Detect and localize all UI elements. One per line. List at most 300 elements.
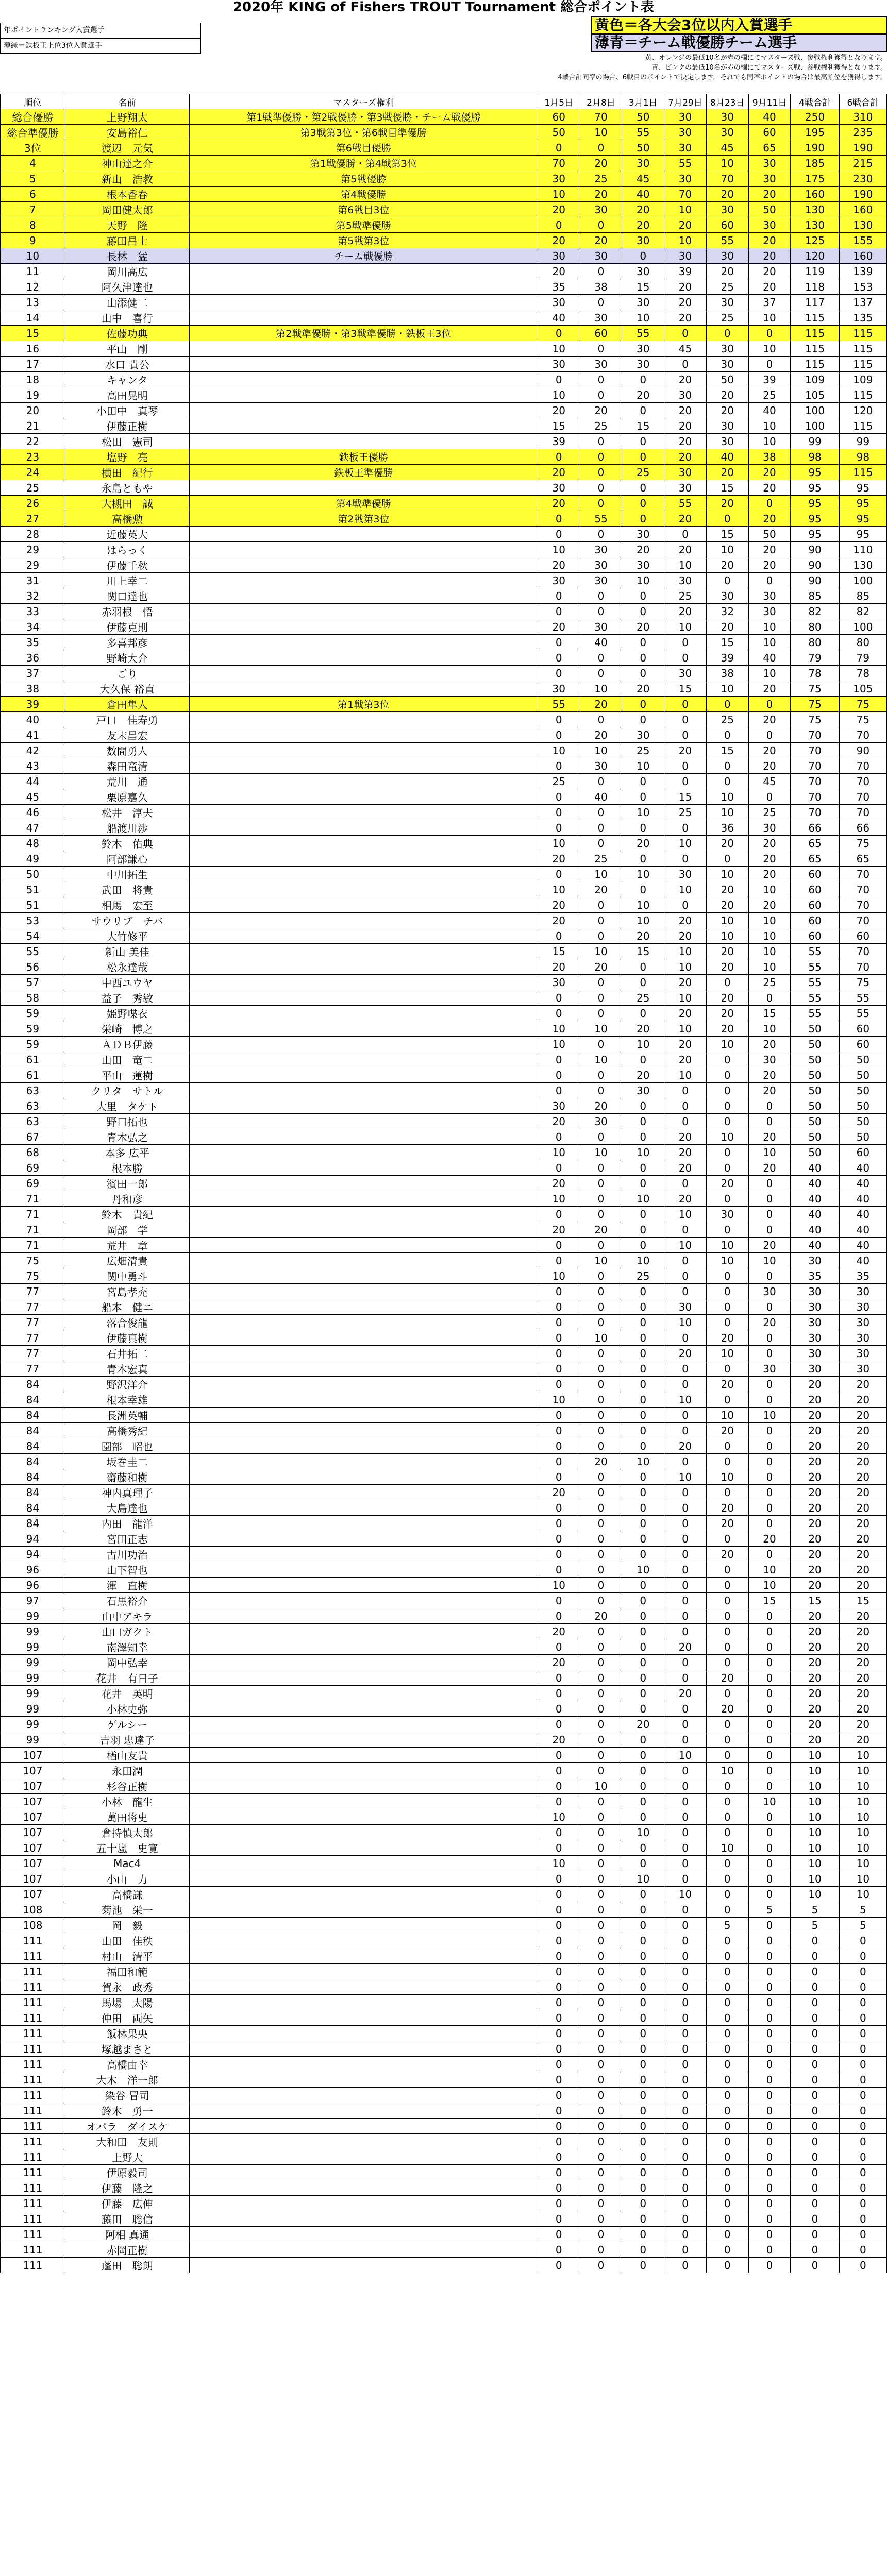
round-1-cell: 0: [538, 1067, 580, 1083]
remark-cell: [189, 650, 538, 666]
round-4-cell: 0: [664, 357, 707, 372]
round-2-cell: 0: [580, 1299, 622, 1315]
total-4-cell: 95: [791, 465, 839, 480]
round-6-cell: 0: [748, 1176, 791, 1191]
round-1-cell: 0: [538, 1995, 580, 2010]
name-cell: 赤岡正樹: [65, 2242, 189, 2258]
round-1-cell: 30: [538, 1098, 580, 1114]
total-6-cell: 35: [839, 1268, 886, 1284]
remark-cell: [189, 851, 538, 867]
round-2-cell: 0: [580, 1191, 622, 1207]
round-5-cell: 0: [706, 1732, 748, 1748]
table-row: [1, 867, 887, 882]
rank-cell: 37: [1, 666, 65, 681]
round-3-cell: 0: [622, 1964, 664, 1979]
round-3-cell: 0: [622, 1778, 664, 1794]
round-5-cell: 20: [706, 557, 748, 573]
table-row: [1, 1918, 887, 1933]
round-6-cell: 0: [748, 573, 791, 588]
round-1-cell: 10: [538, 387, 580, 403]
total-4-cell: 117: [791, 295, 839, 310]
total-6-cell: 5: [839, 1902, 886, 1918]
round-4-cell: 10: [664, 1238, 707, 1253]
round-2-cell: 0: [580, 1840, 622, 1856]
rank-cell: 8: [1, 217, 65, 233]
round-1-cell: 30: [538, 681, 580, 697]
round-2-cell: 0: [580, 496, 622, 511]
name-cell: 安島裕仁: [65, 125, 189, 140]
total-6-cell: 10: [839, 1794, 886, 1809]
round-2-cell: 0: [580, 1593, 622, 1608]
round-1-cell: 0: [538, 1979, 580, 1995]
round-3-cell: 0: [622, 1639, 664, 1655]
round-5-cell: 0: [706, 2134, 748, 2149]
name-cell: 宮島孝充: [65, 1284, 189, 1299]
round-5-cell: 10: [706, 928, 748, 944]
round-3-cell: 0: [622, 1809, 664, 1825]
remark-cell: [189, 1531, 538, 1547]
round-6-cell: 0: [748, 2134, 791, 2149]
round-5-cell: 70: [706, 171, 748, 187]
round-2-cell: 0: [580, 1423, 622, 1438]
remark-cell: [189, 341, 538, 357]
remark-cell: [189, 2119, 538, 2134]
round-4-cell: 20: [664, 743, 707, 758]
round-1-cell: 0: [538, 511, 580, 527]
round-1-cell: 55: [538, 697, 580, 712]
round-3-cell: 0: [622, 2119, 664, 2134]
round-6-cell: 0: [748, 1670, 791, 1686]
round-3-cell: 10: [622, 913, 664, 928]
round-3-cell: 0: [622, 774, 664, 789]
round-6-cell: 25: [748, 975, 791, 990]
round-6-cell: 0: [748, 2211, 791, 2227]
rank-cell: 63: [1, 1114, 65, 1129]
round-6-cell: 0: [748, 2103, 791, 2119]
round-3-cell: 0: [622, 2165, 664, 2180]
rank-cell: 107: [1, 1778, 65, 1794]
table-row: [1, 279, 887, 295]
round-2-cell: 0: [580, 465, 622, 480]
table-row: [1, 2088, 887, 2103]
remark-cell: [189, 1284, 538, 1299]
round-1-cell: 0: [538, 2258, 580, 2273]
total-6-cell: 70: [839, 774, 886, 789]
round-2-cell: 10: [580, 1145, 622, 1160]
round-3-cell: 10: [622, 1562, 664, 1578]
round-3-cell: 20: [622, 928, 664, 944]
round-6-cell: 20: [748, 681, 791, 697]
round-4-cell: 20: [664, 1006, 707, 1021]
round-1-cell: 20: [538, 1655, 580, 1670]
name-cell: 松井 淳夫: [65, 805, 189, 820]
remark-cell: [189, 635, 538, 650]
table-row: [1, 217, 887, 233]
round-6-cell: 10: [748, 1794, 791, 1809]
round-2-cell: 30: [580, 758, 622, 774]
round-6-cell: 10: [748, 944, 791, 959]
round-6-cell: 0: [748, 1979, 791, 1995]
total-4-cell: 50: [791, 1145, 839, 1160]
table-row: [1, 1114, 887, 1129]
name-cell: 多喜邦彦: [65, 635, 189, 650]
total-4-cell: 20: [791, 1423, 839, 1438]
round-1-cell: 20: [538, 1114, 580, 1129]
table-row: [1, 295, 887, 310]
round-1-cell: 20: [538, 1624, 580, 1639]
round-5-cell: 0: [706, 1655, 748, 1670]
total-6-cell: 0: [839, 1933, 886, 1948]
total-6-cell: 135: [839, 310, 886, 326]
name-cell: 上野大: [65, 2149, 189, 2165]
rank-cell: 16: [1, 341, 65, 357]
rank-cell: 総合準優勝: [1, 125, 65, 140]
round-6-cell: 50: [748, 202, 791, 217]
round-4-cell: 10: [664, 1207, 707, 1222]
round-1-cell: 0: [538, 1717, 580, 1732]
round-2-cell: 0: [580, 2088, 622, 2103]
table-row: [1, 1052, 887, 1067]
round-6-cell: 0: [748, 2072, 791, 2088]
legend-blue: 薄青＝チーム戦優勝チーム選手: [591, 34, 887, 52]
name-cell: 鈴木 貴紀: [65, 1207, 189, 1222]
round-5-cell: 0: [706, 1624, 748, 1639]
round-6-cell: 10: [748, 1562, 791, 1578]
round-4-cell: 30: [664, 125, 707, 140]
name-cell: 神内真理子: [65, 1485, 189, 1500]
round-4-cell: 20: [664, 372, 707, 387]
round-2-cell: 0: [580, 264, 622, 279]
round-1-cell: 0: [538, 1686, 580, 1701]
rank-cell: 99: [1, 1655, 65, 1670]
round-6-cell: 25: [748, 387, 791, 403]
round-1-cell: 0: [538, 1361, 580, 1377]
name-cell: 鈴木 勇一: [65, 2103, 189, 2119]
total-6-cell: 70: [839, 882, 886, 897]
round-4-cell: 10: [664, 557, 707, 573]
total-6-cell: 55: [839, 990, 886, 1006]
round-6-cell: 39: [748, 372, 791, 387]
round-5-cell: 20: [706, 959, 748, 975]
table-row: [1, 387, 887, 403]
total-4-cell: 40: [791, 1191, 839, 1207]
rank-cell: 59: [1, 1021, 65, 1037]
round-5-cell: 45: [706, 140, 748, 156]
round-5-cell: 0: [706, 1856, 748, 1871]
name-cell: 南澤知幸: [65, 1639, 189, 1655]
round-2-cell: 20: [580, 959, 622, 975]
total-4-cell: 99: [791, 434, 839, 449]
table-row: [1, 1547, 887, 1562]
round-2-cell: 10: [580, 1253, 622, 1268]
table-row: [1, 1083, 887, 1098]
table-row: [1, 2165, 887, 2180]
total-6-cell: 20: [839, 1686, 886, 1701]
round-3-cell: 20: [622, 1067, 664, 1083]
total-4-cell: 0: [791, 2165, 839, 2180]
round-4-cell: 10: [664, 619, 707, 635]
round-2-cell: 20: [580, 1454, 622, 1469]
name-cell: 塚越まさと: [65, 2041, 189, 2057]
legend-iron-king: 薄緑＝鉄板王上位3位入賞選手: [0, 38, 201, 54]
total-4-cell: 0: [791, 2134, 839, 2149]
round-6-cell: 0: [748, 1809, 791, 1825]
round-3-cell: 0: [622, 789, 664, 805]
round-3-cell: 0: [622, 2180, 664, 2196]
round-4-cell: 0: [664, 2057, 707, 2072]
round-5-cell: 10: [706, 156, 748, 171]
header-round-3: 3月1日: [622, 94, 664, 109]
round-6-cell: 0: [748, 1778, 791, 1794]
round-4-cell: 0: [664, 1902, 707, 1918]
total-4-cell: 0: [791, 2258, 839, 2273]
table-row: [1, 511, 887, 527]
round-6-cell: 45: [748, 774, 791, 789]
remark-cell: [189, 1083, 538, 1098]
total-6-cell: 20: [839, 1392, 886, 1408]
total-4-cell: 75: [791, 712, 839, 727]
round-2-cell: 0: [580, 820, 622, 836]
rank-cell: 18: [1, 372, 65, 387]
round-1-cell: 10: [538, 882, 580, 897]
total-4-cell: 5: [791, 1918, 839, 1933]
round-2-cell: 10: [580, 867, 622, 882]
round-3-cell: 0: [622, 882, 664, 897]
rank-cell: 20: [1, 403, 65, 418]
total-4-cell: 109: [791, 372, 839, 387]
rank-cell: 99: [1, 1732, 65, 1748]
name-cell: 楢山友貴: [65, 1748, 189, 1763]
round-1-cell: 10: [538, 1578, 580, 1593]
total-4-cell: 85: [791, 588, 839, 604]
round-2-cell: 0: [580, 1361, 622, 1377]
total-6-cell: 20: [839, 1701, 886, 1717]
round-6-cell: 0: [748, 1964, 791, 1979]
rank-cell: 84: [1, 1392, 65, 1408]
table-row: [1, 820, 887, 836]
round-5-cell: 20: [706, 1670, 748, 1686]
round-2-cell: 0: [580, 1006, 622, 1021]
round-2-cell: 0: [580, 2242, 622, 2258]
round-4-cell: 20: [664, 1052, 707, 1067]
round-5-cell: 39: [706, 650, 748, 666]
round-6-cell: 20: [748, 897, 791, 913]
remark-cell: [189, 1377, 538, 1392]
total-4-cell: 0: [791, 2103, 839, 2119]
total-6-cell: 75: [839, 712, 886, 727]
name-cell: 森田竜清: [65, 758, 189, 774]
total-4-cell: 10: [791, 1840, 839, 1856]
round-1-cell: 20: [538, 557, 580, 573]
total-4-cell: 10: [791, 1887, 839, 1902]
round-6-cell: 0: [748, 1268, 791, 1284]
remark-cell: [189, 1887, 538, 1902]
remark-cell: [189, 2211, 538, 2227]
total-4-cell: 90: [791, 573, 839, 588]
table-row: [1, 928, 887, 944]
round-6-cell: 0: [748, 2165, 791, 2180]
table-row: [1, 1979, 887, 1995]
rank-cell: 84: [1, 1516, 65, 1531]
remark-cell: [189, 1778, 538, 1794]
name-cell: 野沢洋介: [65, 1377, 189, 1392]
round-6-cell: 0: [748, 1701, 791, 1717]
name-cell: 萬田将史: [65, 1809, 189, 1825]
round-2-cell: 0: [580, 1856, 622, 1871]
round-3-cell: 0: [622, 2227, 664, 2242]
round-2-cell: 0: [580, 1377, 622, 1392]
name-cell: 根本幸雄: [65, 1392, 189, 1408]
table-row: [1, 248, 887, 264]
table-row: [1, 2041, 887, 2057]
round-6-cell: 0: [748, 2258, 791, 2273]
rank-cell: 25: [1, 480, 65, 496]
round-4-cell: 0: [664, 2026, 707, 2041]
total-4-cell: 20: [791, 1547, 839, 1562]
round-3-cell: 0: [622, 1995, 664, 2010]
table-row: [1, 1098, 887, 1114]
remark-cell: 鉄板王準優勝: [189, 465, 538, 480]
round-6-cell: 0: [748, 1608, 791, 1624]
round-6-cell: 20: [748, 557, 791, 573]
name-cell: 益子 秀敏: [65, 990, 189, 1006]
round-6-cell: 20: [748, 279, 791, 295]
remark-cell: [189, 774, 538, 789]
round-4-cell: 10: [664, 1021, 707, 1037]
round-5-cell: 0: [706, 1639, 748, 1655]
name-cell: 伊藤真樹: [65, 1330, 189, 1346]
table-row: [1, 1732, 887, 1748]
round-6-cell: 0: [748, 357, 791, 372]
rank-cell: 22: [1, 434, 65, 449]
round-1-cell: 0: [538, 1639, 580, 1655]
name-cell: 大竹修平: [65, 928, 189, 944]
round-3-cell: 0: [622, 1500, 664, 1516]
round-3-cell: 50: [622, 109, 664, 125]
total-6-cell: 20: [839, 1562, 886, 1578]
round-6-cell: 0: [748, 1454, 791, 1469]
total-6-cell: 40: [839, 1207, 886, 1222]
rank-cell: 51: [1, 882, 65, 897]
round-3-cell: 20: [622, 387, 664, 403]
total-4-cell: 125: [791, 233, 839, 248]
round-4-cell: 0: [664, 1408, 707, 1423]
round-3-cell: 0: [622, 2196, 664, 2211]
round-1-cell: 20: [538, 496, 580, 511]
round-3-cell: 0: [622, 959, 664, 975]
round-4-cell: 10: [664, 233, 707, 248]
rank-cell: 4: [1, 156, 65, 171]
round-2-cell: 38: [580, 279, 622, 295]
rank-cell: 13: [1, 295, 65, 310]
table-row: [1, 1778, 887, 1794]
round-5-cell: 20: [706, 387, 748, 403]
round-3-cell: 0: [622, 1098, 664, 1114]
round-3-cell: 0: [622, 511, 664, 527]
rank-cell: 111: [1, 2010, 65, 2026]
round-6-cell: 30: [748, 156, 791, 171]
rank-cell: 46: [1, 805, 65, 820]
round-4-cell: 0: [664, 650, 707, 666]
round-4-cell: 20: [664, 1191, 707, 1207]
round-1-cell: 0: [538, 1871, 580, 1887]
total-4-cell: 70: [791, 743, 839, 758]
round-3-cell: 10: [622, 1191, 664, 1207]
round-2-cell: 0: [580, 1129, 622, 1145]
name-cell: 大里 タケト: [65, 1098, 189, 1114]
round-5-cell: 20: [706, 897, 748, 913]
remark-cell: [189, 1686, 538, 1701]
round-4-cell: 0: [664, 2242, 707, 2258]
rank-cell: 111: [1, 2057, 65, 2072]
round-3-cell: 0: [622, 1284, 664, 1299]
total-6-cell: 95: [839, 480, 886, 496]
round-3-cell: 55: [622, 326, 664, 341]
remark-cell: [189, 681, 538, 697]
rank-cell: 84: [1, 1454, 65, 1469]
round-1-cell: 15: [538, 944, 580, 959]
total-6-cell: 99: [839, 434, 886, 449]
round-2-cell: 0: [580, 1701, 622, 1717]
round-4-cell: 10: [664, 944, 707, 959]
table-row: [1, 1176, 887, 1191]
total-4-cell: 195: [791, 125, 839, 140]
rank-cell: 99: [1, 1639, 65, 1655]
name-cell: 吉羽 忠達子: [65, 1732, 189, 1748]
table-row: [1, 326, 887, 341]
table-row: [1, 1392, 887, 1408]
total-4-cell: 20: [791, 1454, 839, 1469]
name-cell: 小林 龍生: [65, 1794, 189, 1809]
round-1-cell: 10: [538, 1145, 580, 1160]
round-4-cell: 30: [664, 867, 707, 882]
rank-cell: 99: [1, 1717, 65, 1732]
rank-cell: 39: [1, 697, 65, 712]
total-4-cell: 10: [791, 1778, 839, 1794]
total-4-cell: 55: [791, 959, 839, 975]
round-1-cell: 0: [538, 2072, 580, 2088]
name-cell: 岡部 学: [65, 1222, 189, 1238]
table-row: [1, 1562, 887, 1578]
remark-cell: [189, 882, 538, 897]
total-6-cell: 20: [839, 1624, 886, 1639]
round-1-cell: 0: [538, 2149, 580, 2165]
round-6-cell: 10: [748, 1578, 791, 1593]
round-2-cell: 0: [580, 1979, 622, 1995]
round-2-cell: 55: [580, 511, 622, 527]
round-5-cell: 30: [706, 341, 748, 357]
total-4-cell: 40: [791, 1176, 839, 1191]
round-3-cell: 0: [622, 2072, 664, 2088]
round-3-cell: 0: [622, 2057, 664, 2072]
rank-cell: 43: [1, 758, 65, 774]
remark-cell: 第4戦優勝: [189, 187, 538, 202]
round-4-cell: 20: [664, 217, 707, 233]
round-1-cell: 0: [538, 1238, 580, 1253]
round-3-cell: 15: [622, 418, 664, 434]
round-3-cell: 0: [622, 2041, 664, 2057]
header-round-1: 1月5日: [538, 94, 580, 109]
round-4-cell: 0: [664, 1361, 707, 1377]
table-row: [1, 712, 887, 727]
remark-cell: [189, 1964, 538, 1979]
round-2-cell: 0: [580, 2103, 622, 2119]
total-6-cell: 10: [839, 1778, 886, 1794]
round-4-cell: 0: [664, 2072, 707, 2088]
remark-cell: [189, 2072, 538, 2088]
round-3-cell: 0: [622, 1902, 664, 1918]
total-6-cell: 20: [839, 1438, 886, 1454]
